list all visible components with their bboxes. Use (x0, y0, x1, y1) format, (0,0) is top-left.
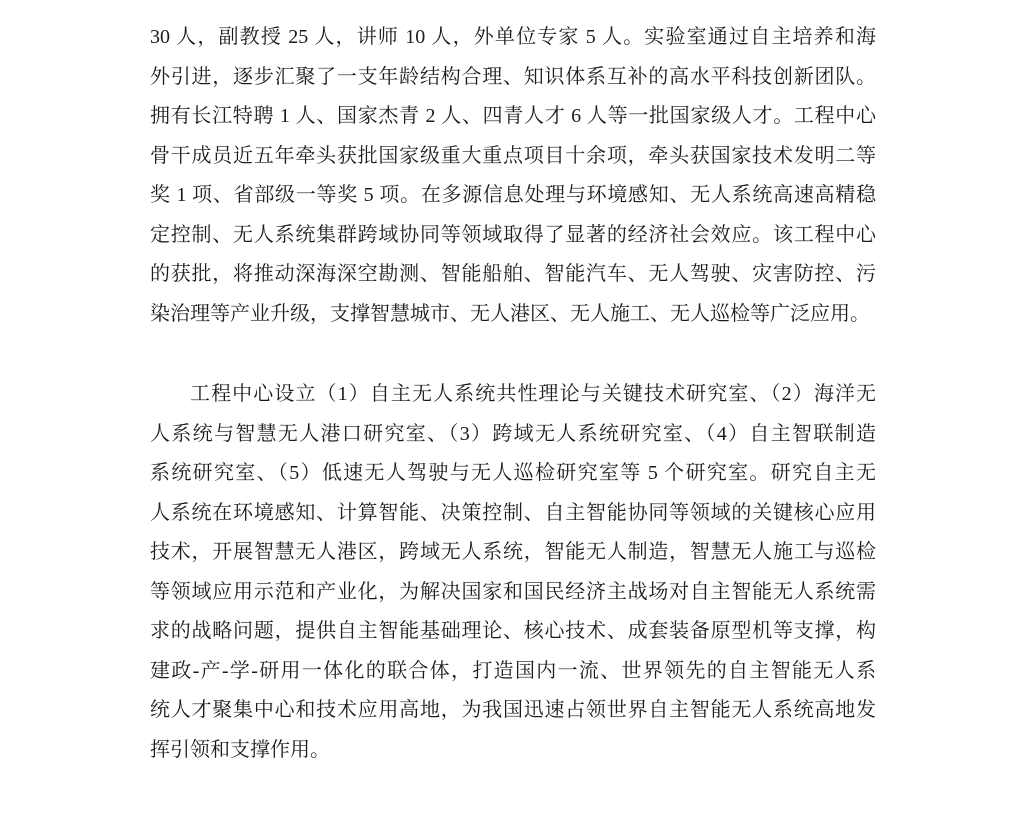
text-line: 系统研究室、（5）低速无人驾驶与无人巡检研究室等 5 个研究室。研究自主无 (150, 462, 876, 484)
text-line: 奖 1 项、省部级一等奖 5 项。在多源信息处理与环境感知、无人系统高速高精稳 (150, 184, 876, 206)
text-line: 骨干成员近五年牵头获批国家级重大重点项目十余项，牵头获国家技术发明二等 (150, 144, 876, 167)
text-line: 等领域应用示范和产业化，为解决国家和国民经济主战场对自主智能无人系统需 (150, 580, 876, 603)
paragraph (150, 18, 876, 334)
text-block (150, 18, 876, 770)
text-line: 求的战略问题，提供自主智能基础理论、核心技术、成套装备原型机等支撑，构 (150, 620, 876, 642)
text-line: 30 人，副教授 25 人，讲师 10 人，外单位专家 5 人。实验室通过自主培养和海 (150, 26, 876, 48)
text-line: 挥引领和支撑作用。 (150, 738, 330, 761)
text-line: 拥有长江特聘 1 人、国家杰青 2 人、四青人才 6 人等一批国家级人才。工程中心 (150, 105, 876, 127)
text-line: 技术，开展智慧无人港区，跨域无人系统，智能无人制造，智慧无人施工与巡检 (150, 541, 876, 563)
text-line: 统人才聚集中心和技术应用高地，为我国迅速占领世界自主智能无人系统高地发 (150, 699, 876, 721)
text-line: 外引进，逐步汇聚了一支年龄结构合理、知识体系互补的高水平科技创新团队。 (150, 65, 876, 88)
paragraph (150, 375, 876, 770)
text-line: 建政-产-学-研用一体化的联合体，打造国内一流、世界领先的自主智能无人系 (150, 659, 876, 682)
text-line: 人系统与智慧无人港口研究室、（3）跨域无人系统研究室、（4）自主智联制造 (150, 422, 876, 445)
text-line: 工程中心设立（1）自主无人系统共性理论与关键技术研究室、（2）海洋无 (190, 383, 876, 405)
text-line: 的获批，将推动深海深空勘测、智能船舶、智能汽车、无人驾驶、灾害防控、污 (150, 263, 876, 285)
text-line: 定控制、无人系统集群跨域协同等领域取得了显著的经济社会效应。该工程中心 (150, 223, 876, 246)
text-line: 人系统在环境感知、计算智能、决策控制、自主智能协同等领域的关键核心应用 (150, 501, 876, 524)
text-line: 染治理等产业升级，支撑智慧城市、无人港区、无人施工、无人巡检等广泛应用。 (150, 302, 870, 325)
